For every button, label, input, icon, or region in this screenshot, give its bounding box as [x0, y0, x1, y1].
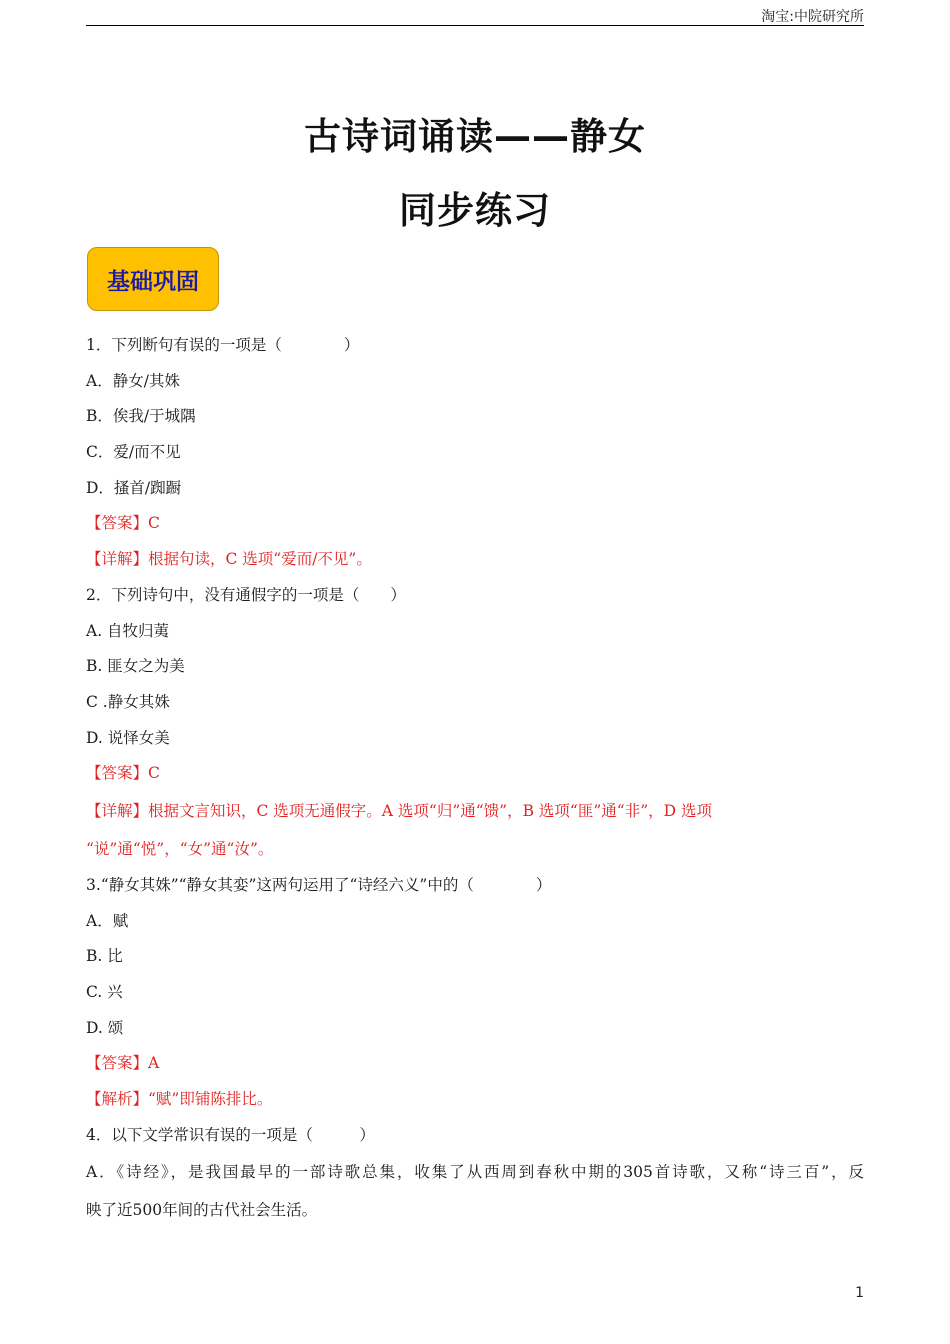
- question-4-option-a-line-1: A．《诗经》，是我国最早的一部诗歌总集，收集了从西周到春秋中期的305首诗歌，又称“诗三百”，反: [86, 1163, 864, 1182]
- question-3-detail: 【解析】“赋”即铺陈排比。: [86, 1090, 273, 1109]
- question-3-answer: 【答案】A: [86, 1054, 160, 1073]
- question-2-detail-line-1: 【详解】根据文言知识，C 选项无通假字。A 选项“归”通“馈”，B 选项“匪”通“非”，D 选项: [86, 801, 712, 820]
- question-1-option-c: C．爱/而不见: [86, 443, 181, 462]
- question-1-option-b: B．俟我/于城隅: [86, 407, 196, 426]
- question-2-option-b: B. 匪女之为美: [86, 657, 185, 676]
- question-3-option-d: D. 颂: [86, 1018, 124, 1037]
- question-1-option-d: D．搔首/踟蹰: [86, 478, 182, 497]
- question-1-option-a: A．静女/其姝: [86, 371, 180, 390]
- question-4-stem: 4．以下文学常识有误的一项是（ ）: [86, 1125, 375, 1144]
- question-2-stem: 2．下列诗句中，没有通假字的一项是（ ）: [86, 585, 406, 604]
- section-badge: [87, 247, 219, 311]
- page-subtitle: 同步练习: [399, 189, 551, 232]
- question-list: [86, 328, 864, 1229]
- question-3-stem: 3.“静女其姝”“静女其娈”这两句运用了“诗经六义”中的（ ）: [86, 875, 552, 894]
- question-2-option-c: C .静女其姝: [86, 692, 170, 711]
- question-2-detail-line-2: “说”通“悦”，“女”通“汝”。: [86, 839, 274, 858]
- question-2-option-a: A. 自牧归荑: [86, 621, 170, 640]
- question-3-option-c: C. 兴: [86, 983, 123, 1001]
- question-1-stem: 1．下列断句有误的一项是（ ）: [86, 336, 360, 354]
- page-number: 1: [855, 1285, 864, 1301]
- question-1-detail: 【详解】根据句读，C 选项“爱而/不见”。: [86, 550, 372, 569]
- question-3-option-b: B. 比: [86, 947, 123, 966]
- question-3-option-a: A．赋: [86, 911, 129, 930]
- question-4-option-a-line-2: 映了近500年间的古代社会生活。: [86, 1201, 318, 1220]
- header-rule: [86, 25, 864, 26]
- question-1-answer: 【答案】C: [86, 514, 160, 533]
- header-source-text: 淘宝:中院研究所: [761, 9, 864, 25]
- question-2-answer: 【答案】C: [86, 764, 160, 783]
- question-2-option-d: D. 说怿女美: [86, 728, 170, 747]
- page-title: 古诗词诵读——静女: [304, 115, 646, 158]
- section-badge-label: 基础巩固: [107, 268, 199, 295]
